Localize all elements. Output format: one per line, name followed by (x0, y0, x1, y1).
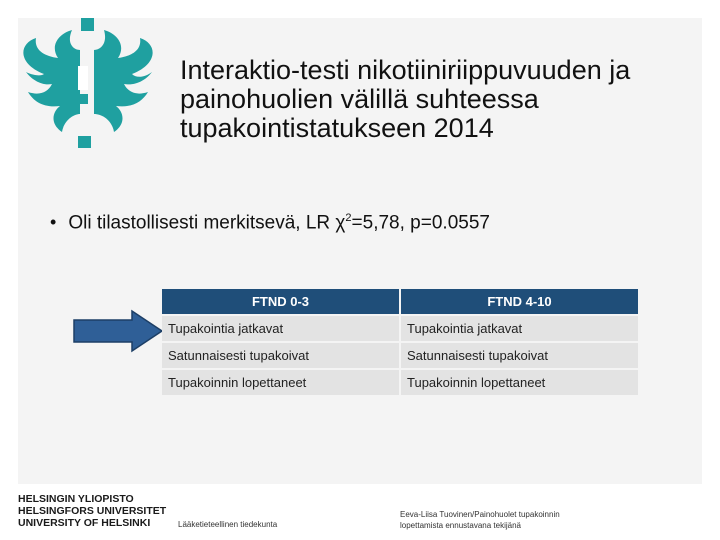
ftnd-table (160, 287, 640, 397)
table-row (162, 343, 638, 368)
table-cell: Tupakointia jatkavat (162, 316, 399, 341)
faculty-name: Lääketieteellinen tiedekunta (178, 520, 278, 529)
university-name (18, 493, 166, 529)
table-header-row (162, 289, 638, 314)
table-cell: Tupakointia jatkavat (401, 316, 638, 341)
author-credit-line: lopettamista ennustavana tekijänä (400, 521, 521, 530)
table-cell: Tupakoinnin lopettaneet (162, 370, 399, 395)
author-credit-line: Eeva-Liisa Tuovinen/Painohuolet tupakoinnin (400, 510, 560, 519)
bullet-point (50, 212, 490, 234)
bullet-text: Oli tilastollisesti merkitsevä, LR $\chi^2=5,78$, p=0.0557 (68, 212, 490, 234)
table-row (162, 316, 638, 341)
author-credit (400, 509, 630, 531)
helsinki-flame-logo-icon (14, 16, 164, 150)
table-row (162, 370, 638, 395)
header-ftnd-0-3: FTND 0-3 (162, 289, 399, 314)
university-name-en: UNIVERSITY OF HELSINKI (18, 517, 151, 529)
table-cell: Tupakoinnin lopettaneet (401, 370, 638, 395)
right-arrow-icon (72, 309, 164, 353)
bullet-dot-icon: • (50, 212, 57, 233)
table-cell: Satunnaisesti tupakoivat (162, 343, 399, 368)
university-name-fi: HELSINGIN YLIOPISTO (18, 493, 134, 505)
slide-title: Interaktio-testi nikotiiniriippuvuuden ja painohuolien välillä suhteessa tupakointistatukseen 2014 (180, 55, 631, 143)
header-ftnd-4-10: FTND 4-10 (401, 289, 638, 314)
table-cell: Satunnaisesti tupakoivat (401, 343, 638, 368)
university-name-sv: HELSINGFORS UNIVERSITET (18, 505, 167, 517)
